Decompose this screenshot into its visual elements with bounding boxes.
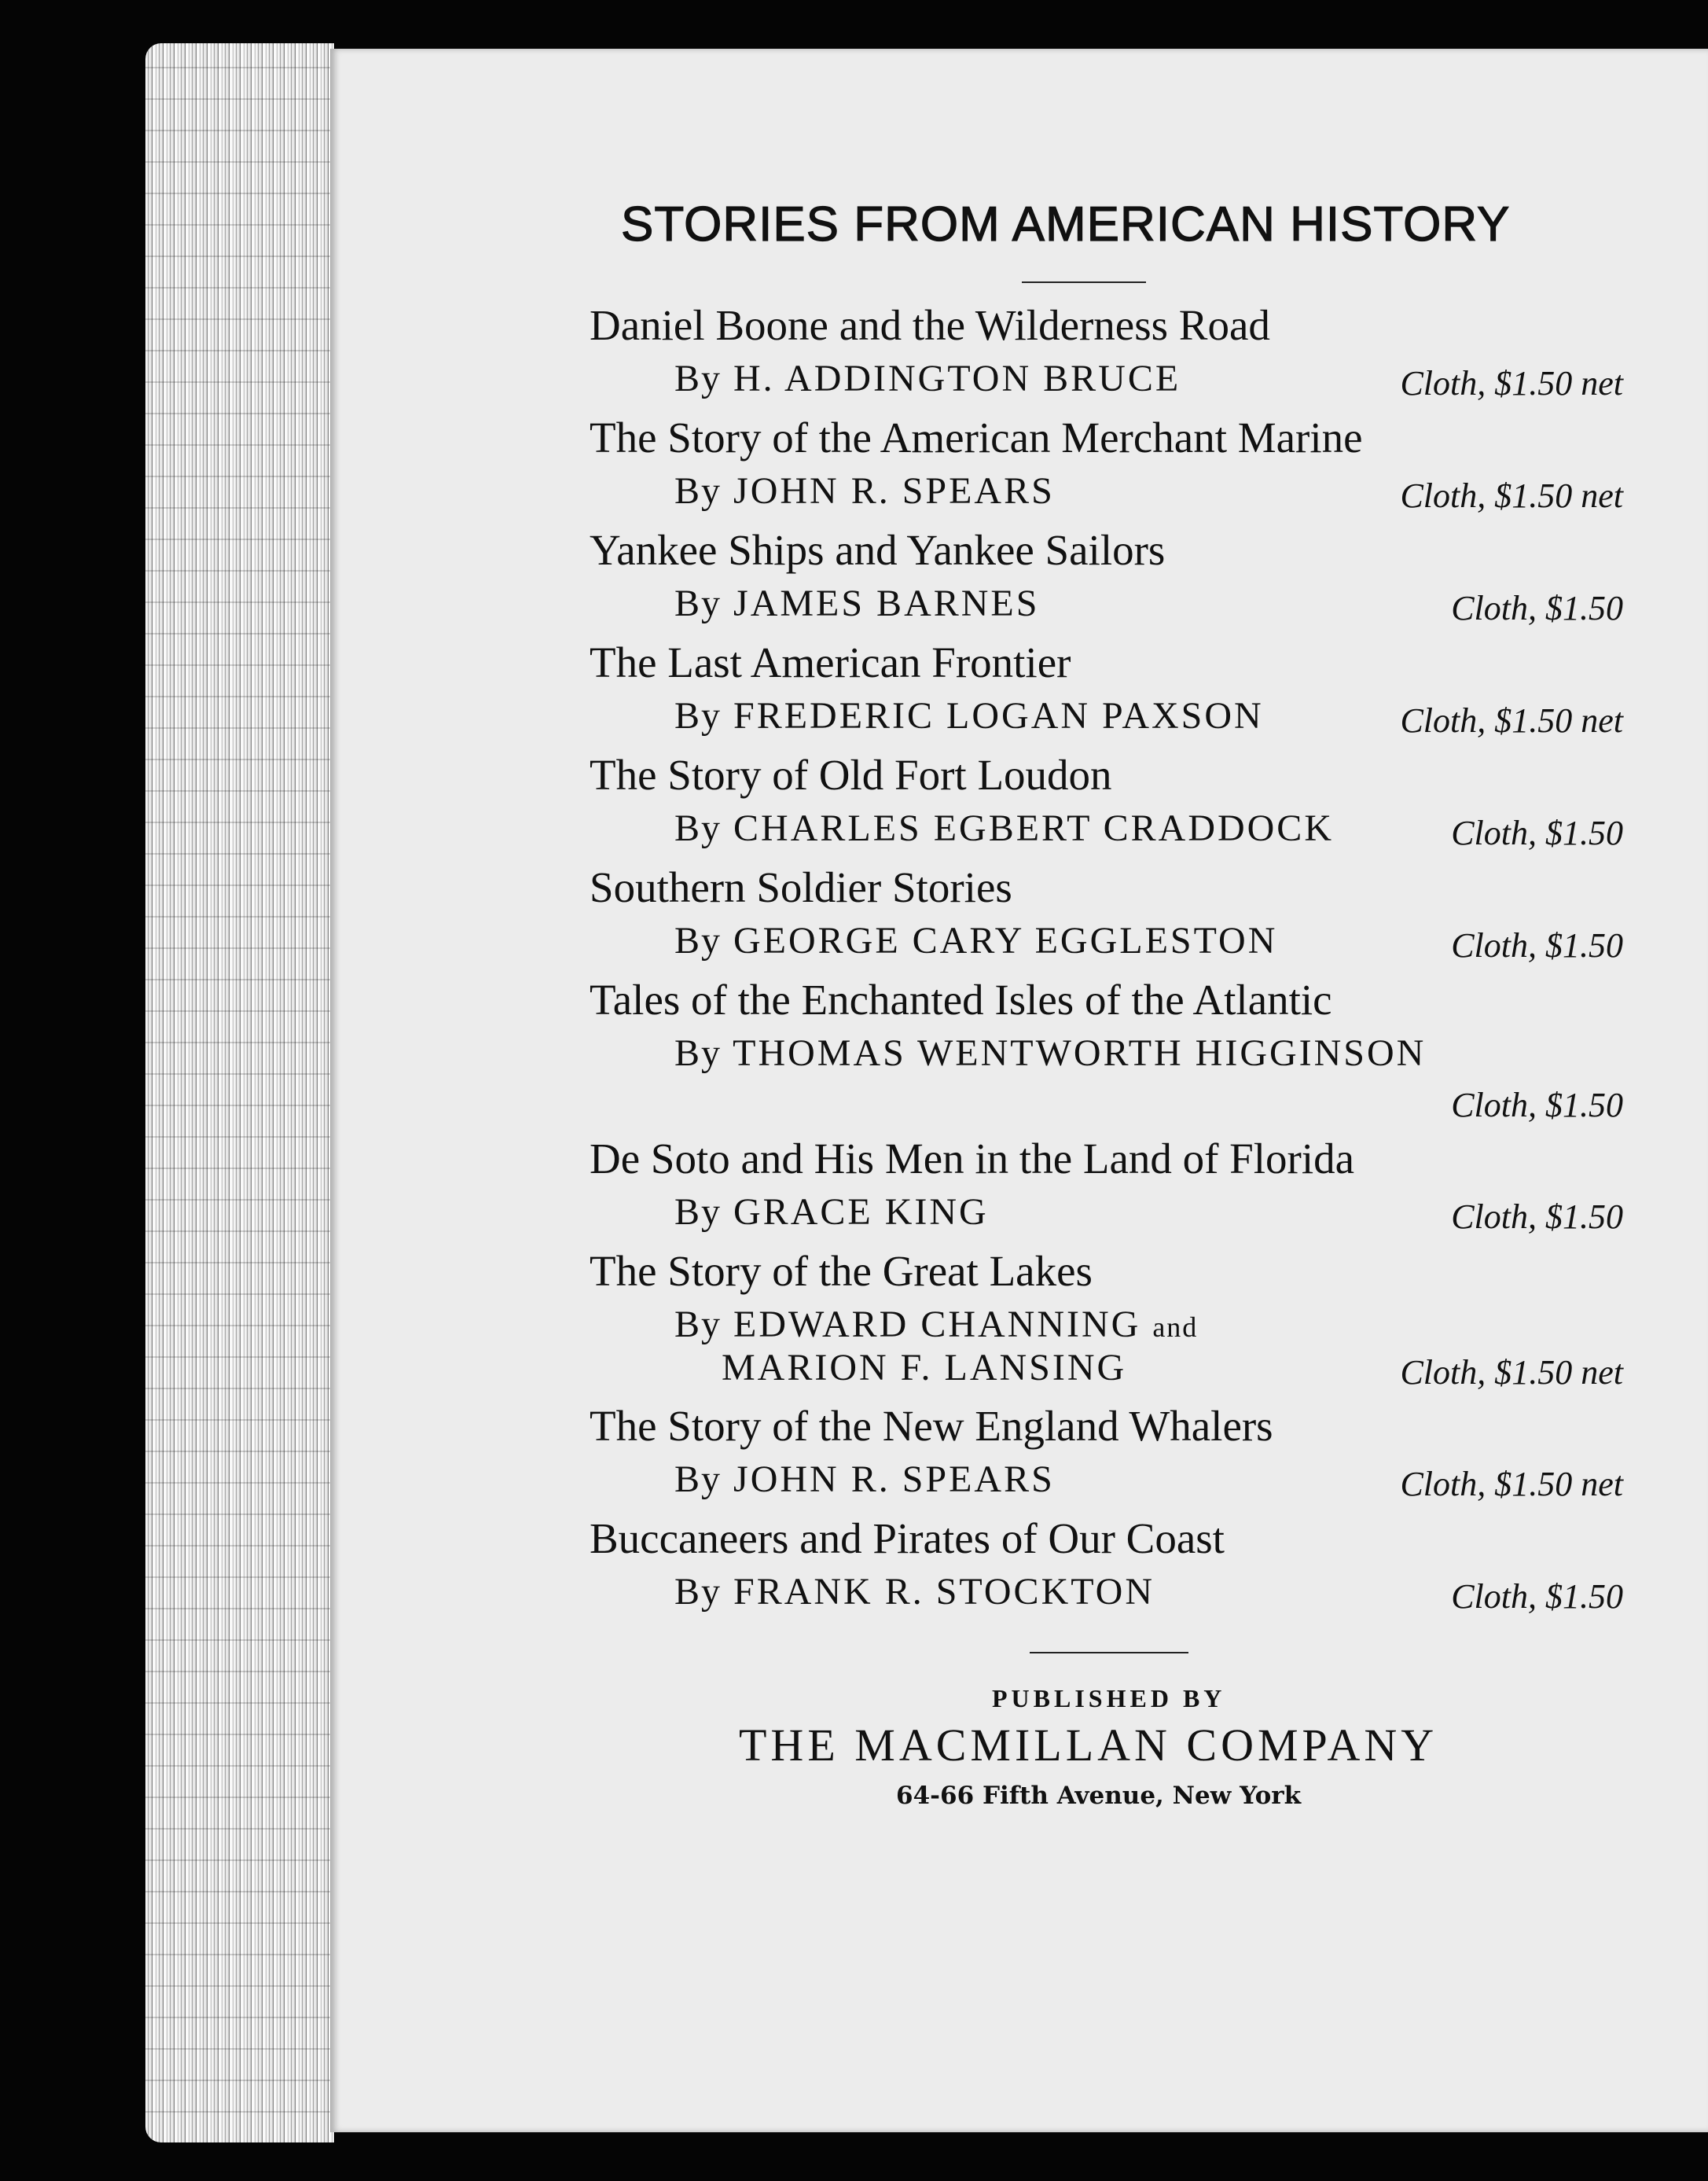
author-name: FREDERIC LOGAN PAXSON	[733, 695, 1264, 737]
heading-rule	[1022, 281, 1146, 283]
book-title: Tales of the Enchanted Isles of the Atlantic	[590, 976, 1332, 1024]
book-author	[674, 694, 1264, 737]
book-price: Cloth, $1.50 net	[1400, 364, 1623, 403]
author-name: CHARLES EGBERT CRADDOCK	[733, 807, 1334, 849]
author-name: JOHN R. SPEARS	[733, 1458, 1055, 1500]
by-label: By	[674, 807, 722, 849]
book-author-second: MARION F. LANSING	[722, 1347, 1127, 1388]
book-price: Cloth, $1.50	[1451, 926, 1623, 965]
book-author	[674, 1032, 1426, 1075]
book-title: Southern Soldier Stories	[590, 863, 1012, 911]
author-name: EDWARD CHANNING	[733, 1304, 1141, 1345]
by-label: By	[674, 470, 722, 512]
book-page-edges	[145, 43, 334, 2142]
author-name: JOHN R. SPEARS	[733, 470, 1055, 512]
book-title: The Last American Frontier	[590, 638, 1071, 686]
book-author	[674, 1458, 1055, 1501]
published-by-label: PUBLISHED BY	[992, 1684, 1226, 1712]
book-price: Cloth, $1.50	[1451, 814, 1623, 852]
book-author	[674, 1570, 1155, 1613]
book-price: Cloth, $1.50 net	[1400, 1465, 1623, 1503]
book-price: Cloth, $1.50	[1451, 1086, 1623, 1124]
by-label: By	[674, 1458, 722, 1500]
book-author	[674, 807, 1334, 850]
by-label: By	[674, 1304, 722, 1345]
book-price: Cloth, $1.50	[1451, 1577, 1623, 1616]
by-label: By	[674, 1571, 722, 1613]
book-page	[330, 49, 1708, 2132]
author-name: GRACE KING	[733, 1191, 989, 1233]
book-author	[674, 357, 1181, 400]
author-name: GEORGE CARY EGGLESTON	[733, 920, 1278, 962]
author-name: FRANK R. STOCKTON	[733, 1571, 1155, 1613]
author-name: JAMES BARNES	[733, 583, 1040, 624]
book-price: Cloth, $1.50 net	[1400, 1353, 1623, 1392]
book-price: Cloth, $1.50 net	[1400, 701, 1623, 740]
book-author	[674, 1190, 989, 1234]
book-title: De Soto and His Men in the Land of Florida	[590, 1135, 1355, 1182]
book-title: Buccaneers and Pirates of Our Coast	[590, 1514, 1225, 1562]
book-title: Daniel Boone and the Wilderness Road	[590, 301, 1270, 349]
book-price: Cloth, $1.50 net	[1400, 476, 1623, 515]
book-author	[674, 469, 1055, 513]
page-heading: STORIES FROM AMERICAN HISTORY	[621, 197, 1511, 252]
book-title: The Story of Old Fort Loudon	[590, 751, 1112, 799]
publisher-address: 64-66 Fifth Avenue, New York	[896, 1782, 1302, 1810]
book-price: Cloth, $1.50	[1451, 1197, 1623, 1236]
book-price: Cloth, $1.50	[1451, 589, 1623, 627]
book-title: The Story of the American Merchant Marine	[590, 414, 1363, 462]
publisher-name: THE MACMILLAN COMPANY	[739, 1719, 1438, 1771]
book-author	[674, 582, 1039, 625]
author-name: H. ADDINGTON BRUCE	[733, 358, 1181, 399]
by-label: By	[674, 695, 722, 737]
book-author	[674, 919, 1277, 962]
book-title: The Story of the Great Lakes	[590, 1247, 1093, 1295]
by-label: By	[674, 1191, 722, 1233]
book-title: Yankee Ships and Yankee Sailors	[590, 526, 1166, 574]
by-label: By	[674, 358, 722, 399]
book-author	[674, 1303, 1198, 1346]
book-title: The Story of the New England Whalers	[590, 1402, 1273, 1450]
and-label: and	[1152, 1311, 1199, 1343]
by-label: By	[674, 1032, 722, 1074]
by-label: By	[674, 583, 722, 624]
by-label: By	[674, 920, 722, 962]
author-name: THOMAS WENTWORTH HIGGINSON	[733, 1032, 1427, 1074]
footer-rule	[1030, 1652, 1188, 1653]
